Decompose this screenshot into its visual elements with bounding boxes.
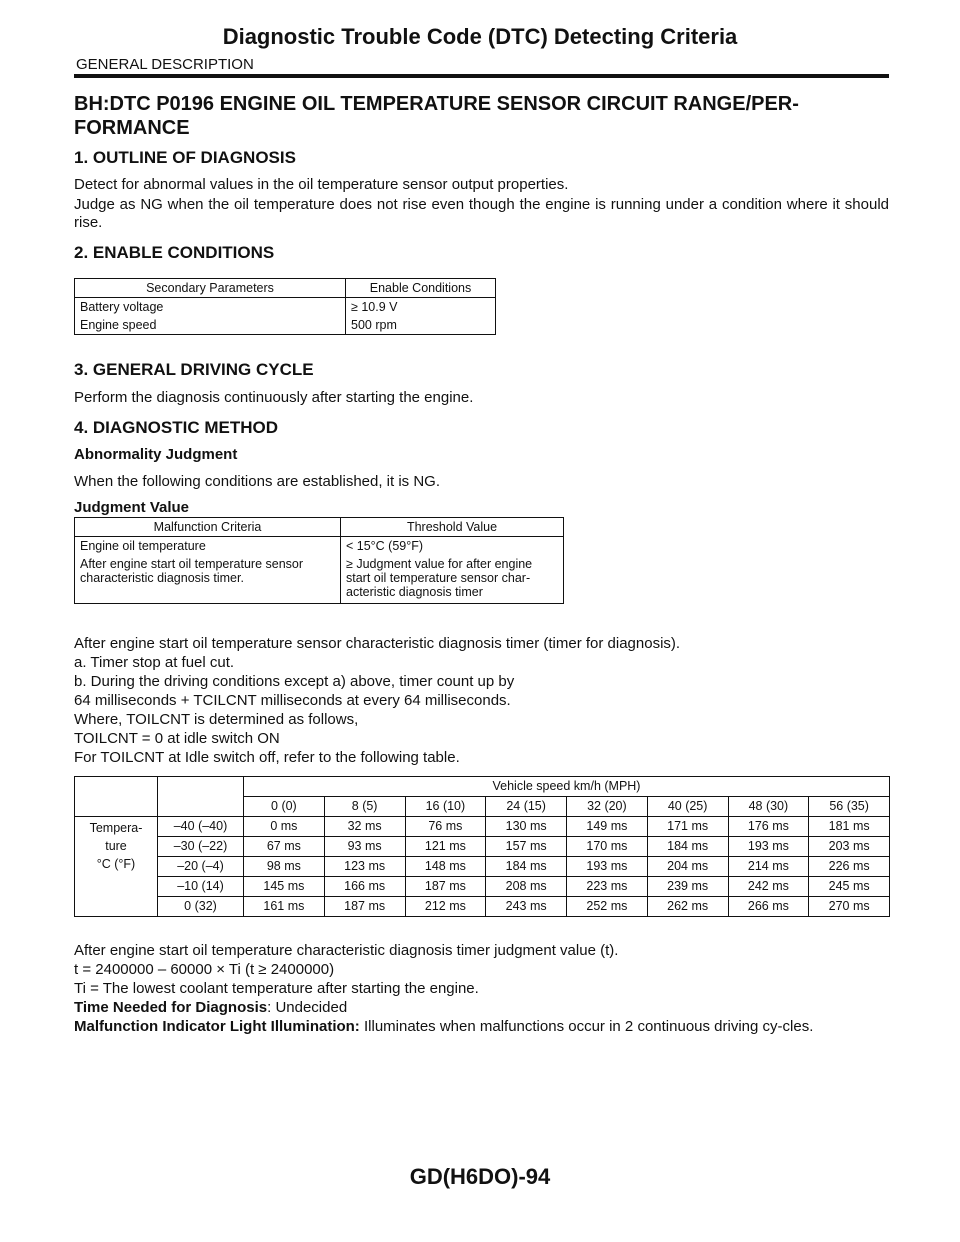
outline-line-2: Judge as NG when the oil temperature does not rise even though the engine is running under a condition where it should rise.: [74, 196, 889, 231]
speed-column-header: 24 (15): [486, 797, 567, 817]
method-heading: 4. DIAGNOSTIC METHOD: [74, 418, 279, 437]
table-cell: 193 ms: [567, 857, 648, 877]
table-cell: 208 ms: [486, 877, 567, 897]
judge-col-header-criteria: Malfunction Criteria: [75, 518, 341, 537]
table-cell: 166 ms: [324, 877, 405, 897]
table-cell: 252 ms: [567, 897, 648, 917]
outline-heading: 1. OUTLINE OF DIAGNOSIS: [74, 148, 296, 167]
table-cell: 32 ms: [324, 817, 405, 837]
speed-column-header: 48 (30): [728, 797, 809, 817]
table-row: [75, 817, 890, 837]
speed-column-header: 32 (20): [567, 797, 648, 817]
table-cell: 145 ms: [244, 877, 325, 897]
table-row: [75, 877, 890, 897]
temperature-row-label: Tempera- ture °C (°F): [75, 817, 158, 917]
table-cell: 76 ms: [405, 817, 486, 837]
timer-line-4: 64 milliseconds + TCILCNT milliseconds at every 64 milliseconds.: [74, 692, 511, 709]
judge-criteria: Engine oil temperature: [80, 539, 206, 553]
final-line-3: Ti = The lowest coolant temperature after starting the engine.: [74, 980, 479, 997]
table-cell: 262 ms: [647, 897, 728, 917]
table-cell: 223 ms: [567, 877, 648, 897]
table-cell: 161 ms: [244, 897, 325, 917]
table-cell: 270 ms: [809, 897, 890, 917]
temperature-value: –10 (14): [158, 877, 244, 897]
table-corner-blank: [75, 777, 158, 817]
table-cell: 193 ms: [728, 837, 809, 857]
table-cell: 148 ms: [405, 857, 486, 877]
timer-line-7: For TOILCNT at Idle switch off, refer to the following table.: [74, 749, 460, 766]
header-divider: [74, 74, 889, 78]
speed-column-header: 16 (10): [405, 797, 486, 817]
mil-value: Illuminates when malfunctions occur in 2 continuous driving cy-cles.: [359, 1018, 814, 1035]
table-cell: 130 ms: [486, 817, 567, 837]
speed-column-header: 40 (25): [647, 797, 728, 817]
temperature-value: 0 (32): [158, 897, 244, 917]
page-header-title: Diagnostic Trouble Code (DTC) Detecting Criteria: [222, 24, 738, 49]
table-cell: 176 ms: [728, 817, 809, 837]
speed-temperature-table: [74, 776, 890, 917]
table-cell: 203 ms: [809, 837, 890, 857]
table-row: [75, 555, 564, 604]
abnormality-heading: Abnormality Judgment: [74, 446, 238, 463]
table-cell: 239 ms: [647, 877, 728, 897]
enable-cond: ≥ 10.9 V: [346, 298, 496, 317]
timer-line-3: b. During the driving conditions except a) above, timer count up by: [74, 673, 515, 690]
judgment-table: [74, 517, 564, 604]
timer-line-6: TOILCNT = 0 at idle switch ON: [74, 730, 280, 747]
table-cell: 181 ms: [809, 817, 890, 837]
enable-cond: 500 rpm: [346, 316, 496, 335]
enable-heading: 2. ENABLE CONDITIONS: [74, 243, 275, 262]
final-line-1: After engine start oil temperature characteristic diagnosis timer judgment value (t).: [74, 942, 619, 959]
vehicle-speed-header: Vehicle speed km/h (MPH): [244, 777, 890, 797]
judge-col-header-threshold: Threshold Value: [341, 518, 564, 537]
abnormality-text: When the following conditions are established, it is NG.: [74, 473, 441, 490]
cycle-text: Perform the diagnosis continuously after starting the engine.: [74, 389, 474, 406]
enable-conditions-table: [74, 278, 496, 335]
speed-column-header: 56 (35): [809, 797, 890, 817]
speed-column-header: 0 (0): [244, 797, 325, 817]
table-cell: 123 ms: [324, 857, 405, 877]
cycle-heading: 3. GENERAL DRIVING CYCLE: [74, 360, 314, 379]
table-row: [75, 837, 890, 857]
table-cell: 214 ms: [728, 857, 809, 877]
temperature-value: –30 (–22): [158, 837, 244, 857]
enable-col-header-params: Secondary Parameters: [75, 279, 346, 298]
timer-line-5: Where, TOILCNT is determined as follows,: [74, 711, 359, 728]
table-cell: 204 ms: [647, 857, 728, 877]
outline-line-1: Detect for abnormal values in the oil temperature sensor output properties.: [74, 176, 569, 193]
table-cell: 0 ms: [244, 817, 325, 837]
judgment-value-heading: Judgment Value: [74, 499, 190, 516]
table-corner-blank: [158, 777, 244, 817]
table-cell: 187 ms: [324, 897, 405, 917]
timer-line-1: After engine start oil temperature sensor characteristic diagnosis timer (timer for diagnosis).: [74, 635, 681, 652]
table-cell: 98 ms: [244, 857, 325, 877]
temperature-value: –20 (–4): [158, 857, 244, 877]
judge-criteria: After engine start oil temperature sensor characteristic diagnosis timer.: [80, 557, 304, 585]
page-header-subtitle: GENERAL DESCRIPTION: [76, 56, 254, 73]
table-cell: 212 ms: [405, 897, 486, 917]
time-needed-label: Time Needed for Diagnosis: [74, 999, 268, 1016]
table-row: [75, 298, 496, 317]
speed-column-header: 8 (5): [324, 797, 405, 817]
table-cell: 226 ms: [809, 857, 890, 877]
table-cell: 149 ms: [567, 817, 648, 837]
table-cell: 187 ms: [405, 877, 486, 897]
enable-param: Engine speed: [80, 318, 157, 332]
section-title: BH:DTC P0196 ENGINE OIL TEMPERATURE SENSOR CIRCUIT RANGE/PER- FORMANCE: [74, 93, 799, 139]
judge-threshold: < 15°C (59°F): [341, 537, 564, 556]
final-line-2: t = 2400000 – 60000 × Ti (t ≥ 2400000): [74, 961, 335, 978]
table-cell: 184 ms: [647, 837, 728, 857]
table-row: [75, 316, 496, 335]
table-cell: 67 ms: [244, 837, 325, 857]
enable-col-header-conditions: Enable Conditions: [346, 279, 496, 298]
table-cell: 93 ms: [324, 837, 405, 857]
judge-threshold: ≥ Judgment value for after engine start oil temperature sensor char-acteristic diagnosis timer: [341, 555, 564, 604]
table-cell: 171 ms: [647, 817, 728, 837]
table-row: [75, 897, 890, 917]
table-cell: 243 ms: [486, 897, 567, 917]
table-cell: 266 ms: [728, 897, 809, 917]
time-needed-value: : Undecided: [267, 999, 348, 1016]
table-cell: 121 ms: [405, 837, 486, 857]
temperature-value: –40 (–40): [158, 817, 244, 837]
timer-line-2: a. Timer stop at fuel cut.: [74, 654, 235, 671]
page-number: GD(H6DO)-94: [409, 1164, 551, 1189]
table-cell: 184 ms: [486, 857, 567, 877]
table-cell: 170 ms: [567, 837, 648, 857]
mil-label: Malfunction Indicator Light Illumination:: [74, 1018, 360, 1035]
table-cell: 157 ms: [486, 837, 567, 857]
table-cell: 242 ms: [728, 877, 809, 897]
table-cell: 245 ms: [809, 877, 890, 897]
table-row: [75, 537, 564, 556]
table-row: [75, 857, 890, 877]
enable-param: Battery voltage: [80, 300, 164, 314]
